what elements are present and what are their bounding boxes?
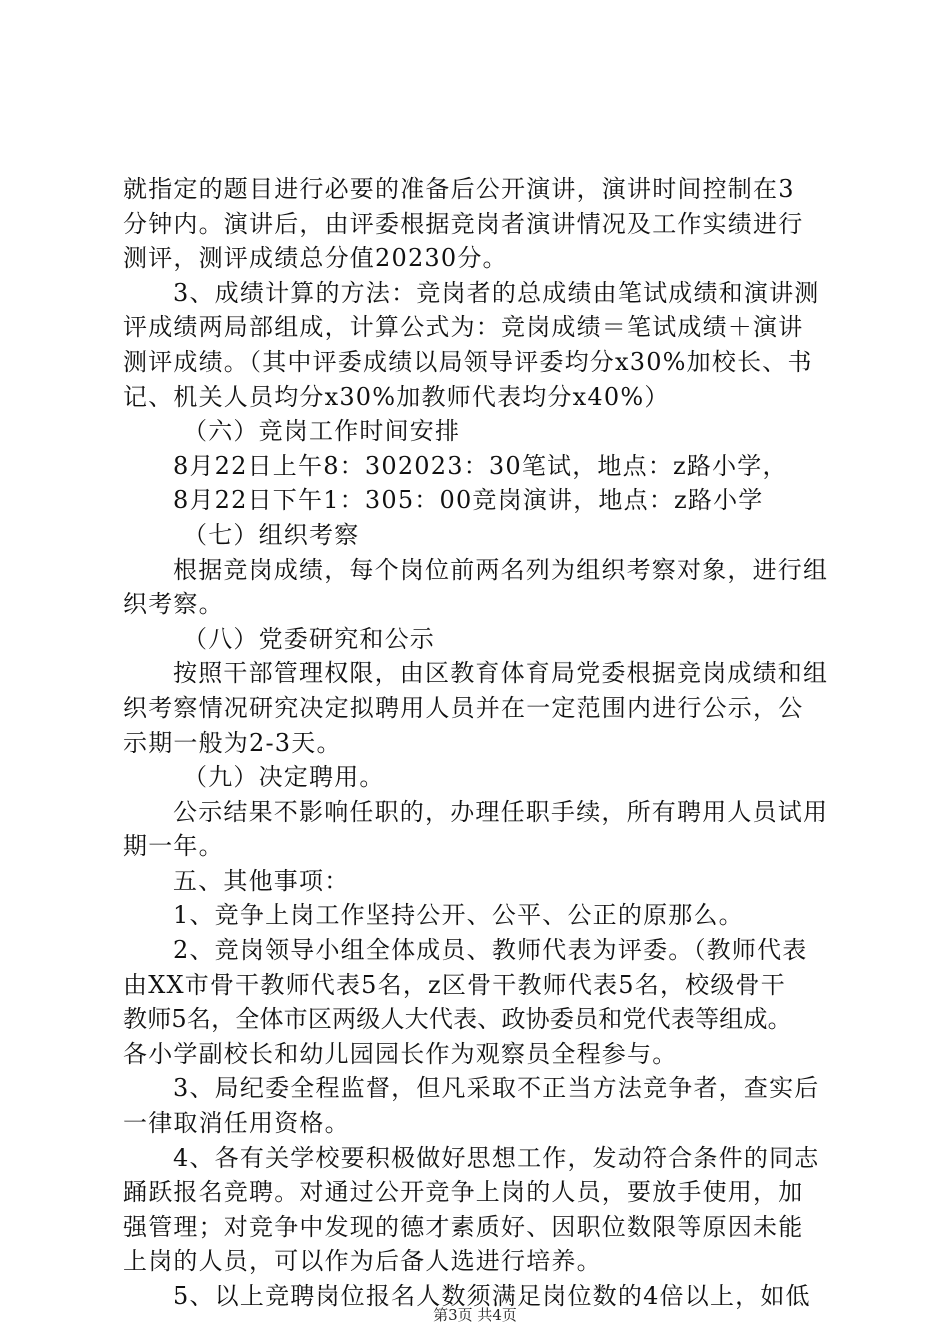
text-line: 示期一般为2-3天。 bbox=[123, 728, 342, 757]
section-heading: 五、其他事项： bbox=[173, 866, 350, 895]
text-line: 3、局纪委全程监督，但凡采取不正当方法竞争者，查实后 bbox=[173, 1074, 820, 1103]
text-line: 期一年。 bbox=[123, 832, 224, 861]
text-line: 按照干部管理权限，由区教育体育局党委根据竞岗成绩和组 bbox=[173, 659, 829, 688]
text-line: 根据竞岗成绩，每个岗位前两名列为组织考察对象，进行组 bbox=[173, 555, 829, 584]
section-heading: （六）竞岗工作时间安排 bbox=[183, 417, 461, 446]
text-line: 教师5名，全体市区两级人大代表、政协委员和党代表等组成。 bbox=[123, 1005, 792, 1034]
text-line: 公示结果不影响任职的，办理任职手续，所有聘用人员试用 bbox=[173, 797, 829, 826]
page-footer: 第3页 共4页 bbox=[433, 1306, 517, 1324]
text-line: 就指定的题目进行必要的准备后公开演讲，演讲时间控制在3 bbox=[123, 175, 795, 203]
text-line: 1、竞争上岗工作坚持公开、公平、公正的原那么。 bbox=[173, 901, 744, 930]
text-line: 测评，测评成绩总分值20230分。 bbox=[123, 244, 508, 273]
text-line: 织考察情况研究决定拟聘用人员并在一定范围内进行公示，公 bbox=[123, 693, 804, 722]
text-line: 评成绩两局部组成，计算公式为：竞岗成绩＝笔试成绩＋演讲 bbox=[123, 313, 804, 342]
text-line: 4、各有关学校要积极做好思想工作，发动符合条件的同志 bbox=[173, 1143, 820, 1172]
document-body bbox=[123, 172, 833, 1314]
text-line: 踊跃报名竞聘。对通过公开竞争上岗的人员，要放手使用，加 bbox=[123, 1178, 804, 1207]
section-heading: （八）党委研究和公示 bbox=[183, 624, 435, 653]
text-line: 8月22日下午1：305：00竞岗演讲，地点：z路小学 bbox=[173, 486, 764, 515]
text-line: 上岗的人员，可以作为后备人选进行培养。 bbox=[123, 1247, 602, 1276]
text-line: 各小学副校长和幼儿园园长作为观察员全程参与。 bbox=[123, 1039, 678, 1068]
text-line: 一律取消任用资格。 bbox=[123, 1109, 350, 1138]
section-heading: （七）组织考察 bbox=[183, 520, 360, 549]
section-heading: （九）决定聘用。 bbox=[183, 763, 385, 792]
text-line: 2、竞岗领导小组全体成员、教师代表为评委。（教师代表 bbox=[173, 936, 808, 965]
text-line: 记、机关人员均分x30%加教师代表均分x40%） bbox=[123, 382, 670, 411]
text-line: 3、成绩计算的方法：竞岗者的总成绩由笔试成绩和演讲测 bbox=[173, 278, 820, 307]
text-line: 织考察。 bbox=[123, 590, 224, 619]
text-line: 强管理；对竞争中发现的德才素质好、因职位数限等原因未能 bbox=[123, 1212, 804, 1241]
text-line: 8月22日上午8：302023：30笔试，地点：z路小学， bbox=[173, 451, 788, 480]
text-line: 测评成绩。（其中评委成绩以局领导评委均分x30%加校长、书 bbox=[123, 347, 813, 376]
text-line: 分钟内。演讲后，由评委根据竞岗者演讲情况及工作实绩进行 bbox=[123, 209, 804, 238]
text-line: 由XX市骨干教师代表5名，z区骨干教师代表5名，校级骨干 bbox=[123, 970, 786, 999]
text-line: 5、以上竞聘岗位报名人数须满足岗位数的4倍以上，如低 bbox=[173, 1282, 811, 1310]
